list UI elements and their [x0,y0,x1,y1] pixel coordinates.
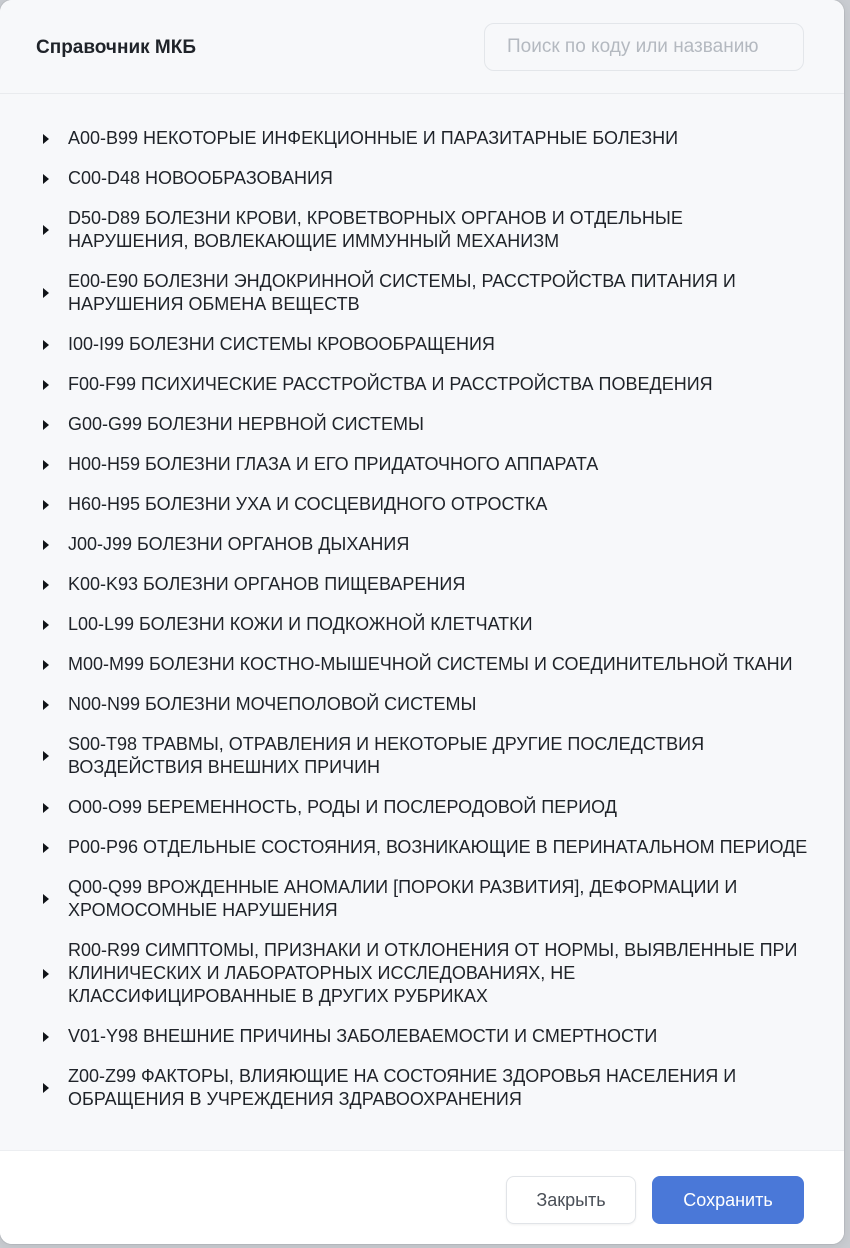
tree-item[interactable] [0,1065,844,1111]
tree-item-label[interactable]: H00-H59 БОЛЕЗНИ ГЛАЗА И ЕГО ПРИДАТОЧНОГО АППАРАТА [68,454,599,474]
caret-right-icon[interactable] [43,225,49,235]
caret-right-icon[interactable] [43,500,49,510]
tree-item-label[interactable]: C00-D48 НОВООБРАЗОВАНИЯ [68,168,333,188]
tree-item[interactable] [0,270,844,316]
search-input[interactable] [484,23,804,71]
caret-right-icon[interactable] [43,1032,49,1042]
dialog-footer [0,1150,844,1244]
caret-right-icon[interactable] [43,288,49,298]
dialog-header [0,0,844,94]
caret-right-icon[interactable] [43,751,49,761]
tree-item[interactable] [0,796,844,819]
tree-item-label[interactable]: P00-P96 ОТДЕЛЬНЫЕ СОСТОЯНИЯ, ВОЗНИКАЮЩИЕ В ПЕРИНАТАЛЬНОМ ПЕРИОДЕ [68,837,808,857]
tree-item[interactable] [0,167,844,190]
tree-item-label[interactable]: I00-I99 БОЛЕЗНИ СИСТЕМЫ КРОВООБРАЩЕНИЯ [68,334,495,354]
tree-item-label[interactable]: L00-L99 БОЛЕЗНИ КОЖИ И ПОДКОЖНОЙ КЛЕТЧАТКИ [68,614,533,634]
tree-item[interactable] [0,453,844,476]
tree-item[interactable] [0,207,844,253]
tree-item[interactable] [0,333,844,356]
tree-item[interactable] [0,939,844,1008]
tree-item[interactable] [0,373,844,396]
tree-item-label[interactable]: H60-H95 БОЛЕЗНИ УХА И СОСЦЕВИДНОГО ОТРОСТКА [68,494,548,514]
tree-item-label[interactable]: K00-K93 БОЛЕЗНИ ОРГАНОВ ПИЩЕВАРЕНИЯ [68,574,466,594]
tree-item[interactable] [0,836,844,859]
tree-item-label[interactable]: Z00-Z99 ФАКТОРЫ, ВЛИЯЮЩИЕ НА СОСТОЯНИЕ ЗДОРОВЬЯ НАСЕЛЕНИЯ И ОБРАЩЕНИЯ В УЧРЕЖДЕНИЯ ЗДРАВООХРАНЕНИЯ [68,1066,737,1109]
tree-item[interactable] [0,573,844,596]
caret-right-icon[interactable] [43,660,49,670]
caret-right-icon[interactable] [43,134,49,144]
dialog-title: Справочник МКБ [36,37,196,58]
caret-right-icon[interactable] [43,580,49,590]
caret-right-icon[interactable] [43,843,49,853]
tree-item[interactable] [0,1025,844,1048]
tree-item[interactable] [0,876,844,922]
tree-item-label[interactable]: F00-F99 ПСИХИЧЕСКИЕ РАССТРОЙСТВА И РАССТРОЙСТВА ПОВЕДЕНИЯ [68,374,713,394]
tree-item-label[interactable]: J00-J99 БОЛЕЗНИ ОРГАНОВ ДЫХАНИЯ [68,534,410,554]
caret-right-icon[interactable] [43,620,49,630]
caret-right-icon[interactable] [43,540,49,550]
tree-item-label[interactable]: O00-O99 БЕРЕМЕННОСТЬ, РОДЫ И ПОСЛЕРОДОВОЙ ПЕРИОД [68,797,617,817]
save-button[interactable]: Сохранить [652,1176,804,1224]
tree-item-label[interactable]: Q00-Q99 ВРОЖДЕННЫЕ АНОМАЛИИ [ПОРОКИ РАЗВИТИЯ], ДЕФОРМАЦИИ И ХРОМОСОМНЫЕ НАРУШЕНИЯ [68,877,738,920]
tree-item[interactable] [0,127,844,150]
tree-item[interactable] [0,733,844,779]
tree-item[interactable] [0,533,844,556]
tree-item[interactable] [0,413,844,436]
tree-item[interactable] [0,493,844,516]
tree-item-label[interactable]: E00-E90 БОЛЕЗНИ ЭНДОКРИННОЙ СИСТЕМЫ, РАССТРОЙСТВА ПИТАНИЯ И НАРУШЕНИЯ ОБМЕНА ВЕЩЕСТВ [68,271,736,314]
close-button[interactable]: Закрыть [506,1176,636,1224]
caret-right-icon[interactable] [43,380,49,390]
tree-item-label[interactable]: S00-T98 ТРАВМЫ, ОТРАВЛЕНИЯ И НЕКОТОРЫЕ ДРУГИЕ ПОСЛЕДСТВИЯ ВОЗДЕЙСТВИЯ ВНЕШНИХ ПРИЧИН [68,734,705,777]
tree-item-label[interactable]: A00-B99 НЕКОТОРЫЕ ИНФЕКЦИОННЫЕ И ПАРАЗИТАРНЫЕ БОЛЕЗНИ [68,128,679,148]
caret-right-icon[interactable] [43,700,49,710]
tree-item[interactable] [0,693,844,716]
tree-item-label[interactable]: N00-N99 БОЛЕЗНИ МОЧЕПОЛОВОЙ СИСТЕМЫ [68,694,477,714]
tree-item-label[interactable]: V01-Y98 ВНЕШНИЕ ПРИЧИНЫ ЗАБОЛЕВАЕМОСТИ И СМЕРТНОСТИ [68,1026,658,1046]
caret-right-icon[interactable] [43,969,49,979]
caret-right-icon[interactable] [43,174,49,184]
caret-right-icon[interactable] [43,1083,49,1093]
tree-item-label[interactable]: D50-D89 БОЛЕЗНИ КРОВИ, КРОВЕТВОРНЫХ ОРГАНОВ И ОТДЕЛЬНЫЕ НАРУШЕНИЯ, ВОВЛЕКАЮЩИЕ ИММУННЫЙ МЕХАНИЗМ [68,208,683,251]
caret-right-icon[interactable] [43,460,49,470]
tree-item-label[interactable]: R00-R99 СИМПТОМЫ, ПРИЗНАКИ И ОТКЛОНЕНИЯ ОТ НОРМЫ, ВЫЯВЛЕННЫЕ ПРИ КЛИНИЧЕСКИХ И ЛАБОРАТОРНЫХ ИССЛЕДОВАНИЯХ, НЕ КЛАССИФИЦИРОВАННЫЕ В ДРУГИХ РУБРИКАХ [68,940,798,1006]
tree-item-label[interactable]: G00-G99 БОЛЕЗНИ НЕРВНОЙ СИСТЕМЫ [68,414,424,434]
tree-item-label[interactable]: M00-M99 БОЛЕЗНИ КОСТНО-МЫШЕЧНОЙ СИСТЕМЫ И СОЕДИНИТЕЛЬНОЙ ТКАНИ [68,654,793,674]
caret-right-icon[interactable] [43,803,49,813]
caret-right-icon[interactable] [43,340,49,350]
caret-right-icon[interactable] [43,894,49,904]
tree-item[interactable] [0,653,844,676]
caret-right-icon[interactable] [43,420,49,430]
tree-item[interactable] [0,613,844,636]
icd-tree [0,94,844,1150]
